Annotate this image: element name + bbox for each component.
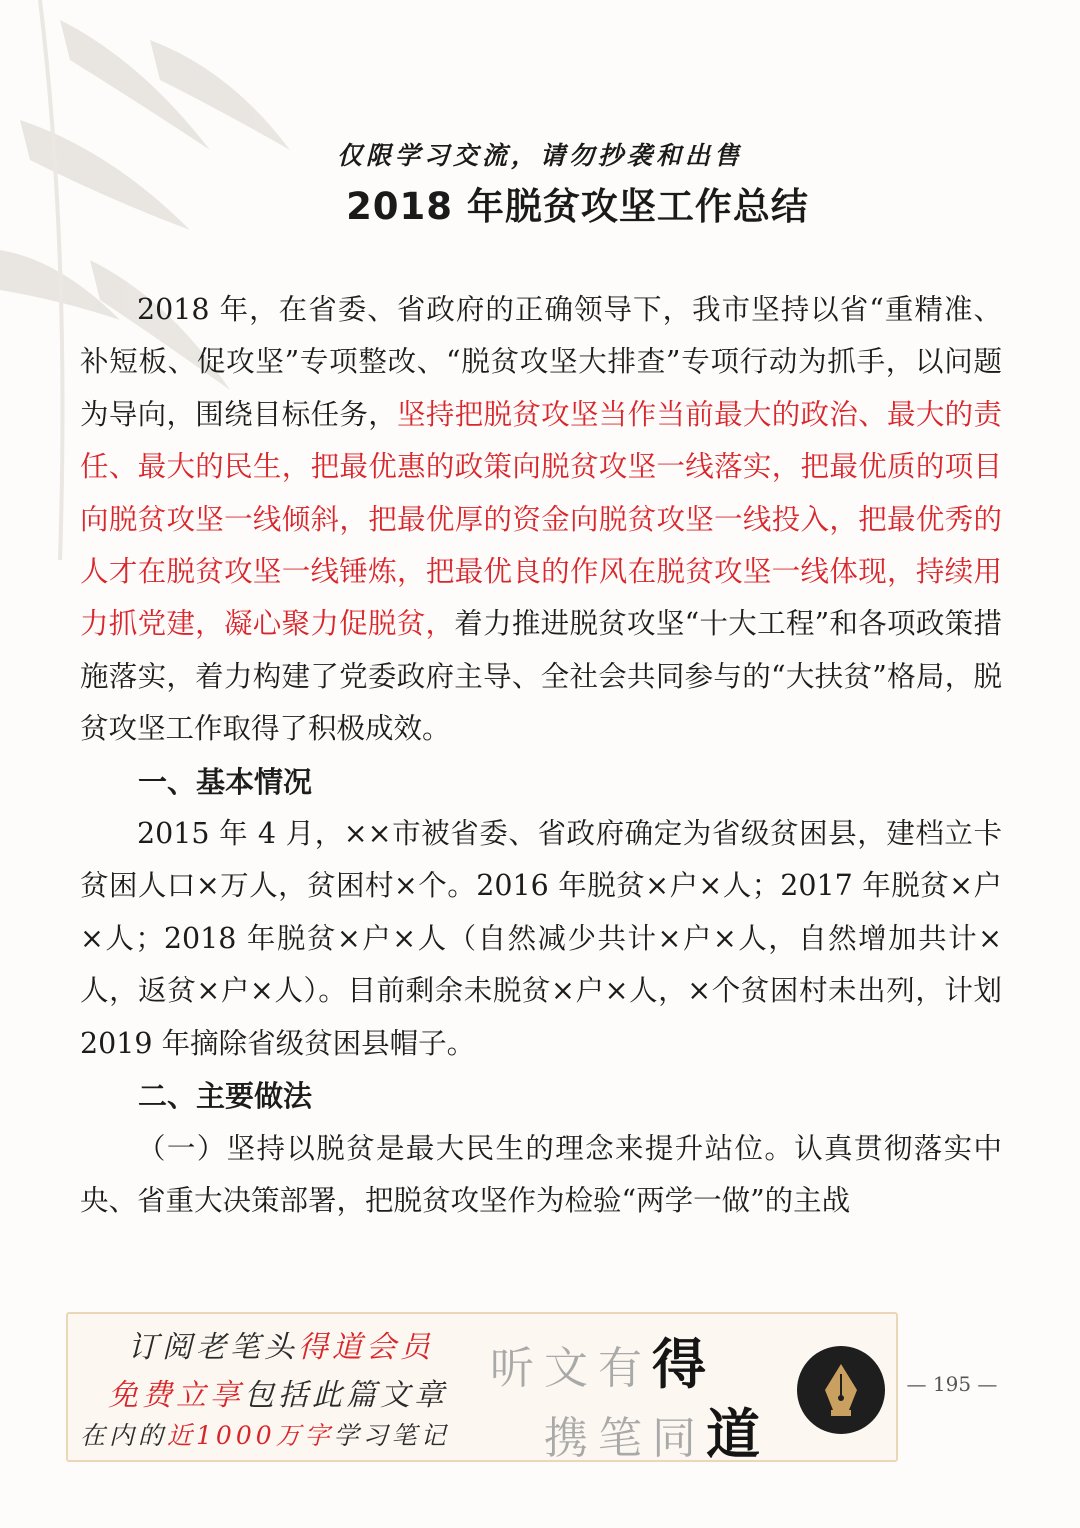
subscription-banner[interactable]: [66, 1312, 898, 1466]
banner-line-1-red: 得道会员: [298, 1330, 434, 1365]
slogan-2-light: 携笔同: [544, 1413, 706, 1464]
banner-line-2-red: 免费立享: [108, 1378, 244, 1413]
pen-nib-icon[interactable]: [797, 1346, 885, 1434]
section1-paragraph: 2015 年 4 月，××市被省委、省政府确定为省级贫困县，建档立卡贫困人口×万人，贫困村×个。2016 年脱贫×户×人；2017 年脱贫×户×人；2018 年脱贫×户×人（自然减少共计×户×人，自然增加共计×人，返贫×户×人）。目前剩余未脱贫×户×人，×个贫困村未出列，计划 2019 年摘除省级贫困县帽子。: [80, 817, 1002, 1060]
copyright-notice: 仅限学习交流，请勿抄袭和出售: [336, 141, 743, 170]
section2-heading: 二、主要做法: [138, 1079, 313, 1114]
slogan-2-dark: 道: [706, 1402, 770, 1466]
page-title: 2018 年脱贫攻坚工作总结: [346, 185, 809, 228]
intro-text-end: 着力推进脱贫攻坚“十大工程”和各项政策措施落实，着力构建了党委政府主导、全社会共同参与的“大扶贫”格局，脱贫攻坚工作取得了积极成效。: [80, 607, 1002, 746]
slogan-1-dark: 得: [652, 1332, 716, 1396]
banner-line-1-black: 订阅老笔头: [128, 1330, 298, 1365]
intro-paragraph: [80, 284, 1002, 756]
banner-line-3-b: 学习笔记: [333, 1421, 450, 1450]
banner-line-3-red: 近1000万字: [167, 1421, 334, 1450]
document-body: [80, 284, 1002, 1227]
slogan-1-light: 听文有: [490, 1343, 652, 1394]
banner-line-2-black: 包括此篇文章: [244, 1378, 448, 1413]
slogan-line-2: [544, 1392, 770, 1469]
page-number: — 195 —: [906, 1372, 998, 1396]
banner-line-3-a: 在内的: [80, 1421, 168, 1450]
banner-line-2: [108, 1370, 448, 1414]
banner-line-1: [128, 1322, 434, 1366]
section1-heading: 一、基本情况: [138, 764, 313, 799]
intro-highlight: 坚持把脱贫攻坚当作当前最大的政治、最大的责任、最大的民生，把最优惠的政策向脱贫攻坚一线落实，把最优质的项目向脱贫攻坚一线倾斜，把最优厚的资金向脱贫攻坚一线投入，把最优秀的人才在脱贫攻坚一线锤炼，把最优良的作风在脱贫攻坚一线体现，持续用力抓党建，凝心聚力促脱贫，: [80, 397, 1002, 641]
intro-text: 2018 年，在省委、省政府的正确领导下，我市坚持以省“重精准、补短板、促攻坚”专项整改、“脱贫攻坚大排查”专项行动为抓手，以问题为导向，围绕目标任务，: [80, 293, 1002, 431]
banner-line-3: [80, 1416, 450, 1452]
section2-paragraph: （一）坚持以脱贫是最大民生的理念来提升站位。认真贯彻落实中央、省重大决策部署，把脱贫攻坚作为检验“两学一做”的主战: [80, 1131, 1002, 1217]
slogan-line-1: [490, 1322, 716, 1399]
